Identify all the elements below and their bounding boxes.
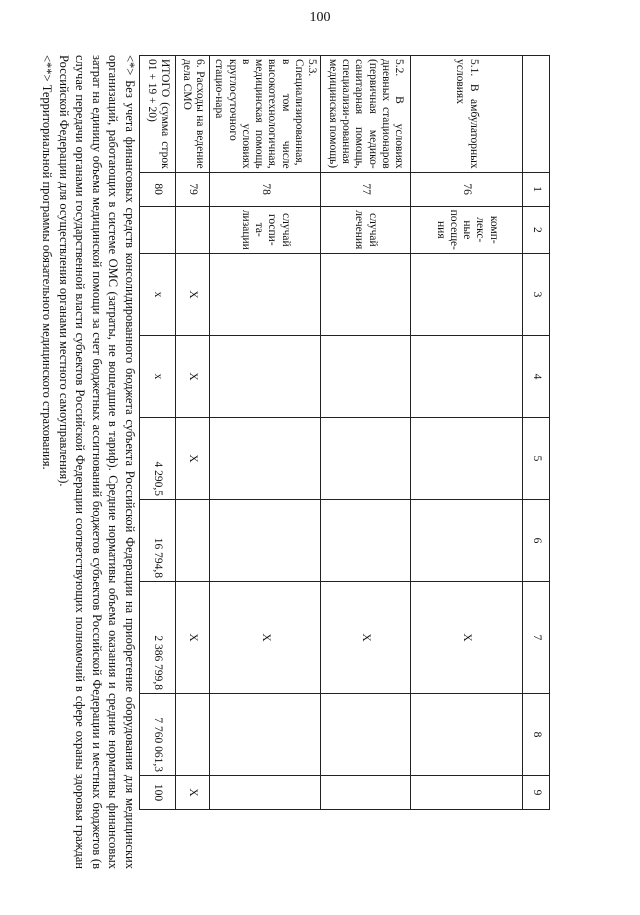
footnote-2: <**> Территориальной программы обязательного медицинского страхования. (40, 55, 55, 470)
cell: X (176, 775, 210, 809)
cell: 100 (140, 775, 176, 809)
cell (411, 499, 523, 581)
row-name-cell: 6. Расходы на ведение дела СМО (176, 56, 210, 173)
row-code-cell: 80 (140, 172, 176, 206)
cell (210, 253, 321, 335)
cell: 16 794,8 (140, 499, 176, 581)
header-cell: 7 (523, 581, 550, 693)
cell (411, 775, 523, 809)
page-number: 100 (309, 10, 331, 25)
row-name-cell: 5.2. В условиях дневных стационаров (первичная медико-санитарная помощь, специализи-рованная медицинская помощь) (321, 56, 411, 173)
rotated-page-content (40, 55, 550, 869)
cell: 2 386 799,8 (140, 581, 176, 693)
cell: X (176, 581, 210, 693)
cell (321, 693, 411, 775)
row-name-cell: 5.1. В амбулаторных условиях (411, 56, 523, 173)
header-cell: 9 (523, 775, 550, 809)
table-row (411, 56, 523, 810)
header-cell: 1 (523, 172, 550, 206)
cell: X (321, 581, 411, 693)
row-unit-cell: комп-лекс-ные посеще-ния (411, 206, 523, 253)
table-header-row (523, 56, 550, 810)
row-unit-cell: случай госпи-та-лизации (210, 206, 321, 253)
row-code-cell: 79 (176, 172, 210, 206)
header-cell: 8 (523, 693, 550, 775)
cell (321, 499, 411, 581)
row-code-cell: 77 (321, 172, 411, 206)
cell: X (176, 335, 210, 417)
cell: X (411, 581, 523, 693)
row-unit-cell (140, 206, 176, 253)
header-cell: 5 (523, 417, 550, 499)
budget-table (139, 55, 550, 810)
cell (411, 253, 523, 335)
row-code-cell: 78 (210, 172, 321, 206)
header-cell-empty (523, 56, 550, 173)
cell: х (140, 335, 176, 417)
cell: 7 760 061,3 (140, 693, 176, 775)
cell (210, 775, 321, 809)
table-row (210, 56, 321, 810)
footnote-1: <*> Без учета финансовых средств консолидированного бюджета субъекта Российской Федерации на приобретение оборудования для медицинских организаций, работающих в системе ОМС (затраты, не вошедшие в тариф). Средние нормативы объема оказания и средние нормативы финансовых затрат на единицу объема медицинской помощи за счет бюджетных ассигнований бюджетов субъектов Российской Федерации и местных бюджетов (в случае передачи органами государственной власти субъектов Российской Федерации соответствующих полномочий в сфере охраны здоровья граждан Российской Федерации для осуществления органами местного самоуправления). (57, 55, 137, 869)
footnotes (39, 55, 138, 869)
cell (210, 335, 321, 417)
header-cell: 3 (523, 253, 550, 335)
cell: 4 290,5 (140, 417, 176, 499)
row-unit-cell: случай лечения (321, 206, 411, 253)
table-row (176, 56, 210, 810)
cell (321, 335, 411, 417)
header-cell: 6 (523, 499, 550, 581)
cell: X (210, 581, 321, 693)
cell (210, 499, 321, 581)
cell: X (176, 253, 210, 335)
header-cell: 4 (523, 335, 550, 417)
header-cell: 2 (523, 206, 550, 253)
cell (411, 335, 523, 417)
row-name-cell: ИТОГО (сумма строк 01 + 19 + 20) (140, 56, 176, 173)
row-name-cell: 5.3. Специализированная, в том числе высокотехнологичная, медицинская помощь в условиях круглосуточного стацио-нара (210, 56, 321, 173)
cell (321, 775, 411, 809)
cell (321, 417, 411, 499)
cell (321, 253, 411, 335)
cell (176, 499, 210, 581)
cell: х (140, 253, 176, 335)
cell (210, 417, 321, 499)
table-row-total (140, 56, 176, 810)
row-code-cell: 76 (411, 172, 523, 206)
cell: X (176, 417, 210, 499)
cell (210, 693, 321, 775)
table-row (321, 56, 411, 810)
row-unit-cell (176, 206, 210, 253)
cell (411, 417, 523, 499)
cell (176, 693, 210, 775)
cell (411, 693, 523, 775)
